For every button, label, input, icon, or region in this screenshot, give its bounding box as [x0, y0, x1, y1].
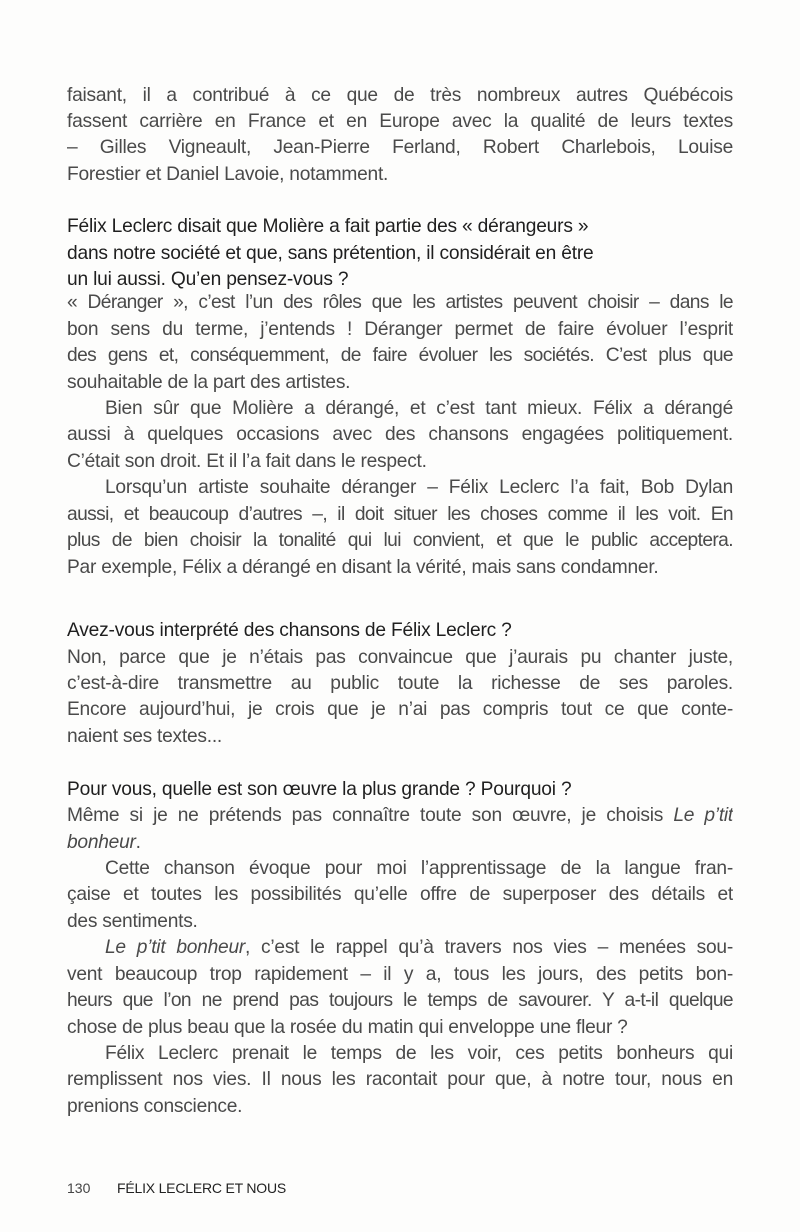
running-title: FÉLIX LECLERC ET NOUS [117, 1180, 287, 1196]
question-heading: dans notre société et que, sans prétention, il considérait en être [67, 243, 594, 264]
body-line: naient ses textes... [67, 726, 222, 747]
body-line [105, 935, 733, 961]
question-heading: Avez-vous interprété des chansons de Félix Leclerc ? [67, 620, 512, 641]
body-line: « Déranger », c’est l’un des rôles que les artistes peuvent choisir – dans le [67, 292, 733, 313]
song-title: bonheur [67, 832, 136, 853]
page-number: 130 [67, 1180, 91, 1196]
body-line: çaise et toutes les possibilités qu’elle offre de superposer des détails et [67, 884, 733, 905]
body-line: faisant, il a contribué à ce que de très nombreux autres Québécois [67, 85, 733, 106]
body-line: fassent carrière en France et en Europe avec la qualité de leurs textes [67, 111, 733, 132]
body-text: , c’est le rappel qu’à travers nos vies – menées sou- [245, 937, 733, 958]
body-line: Encore aujourd’hui, je crois que je n’ai pas compris tout ce que conte- [67, 699, 733, 720]
body-line: heurs que l’on ne prend pas toujours le temps de savourer. Y a-t-il quelque [67, 990, 733, 1011]
body-line: bon sens du terme, j’entends ! Déranger permet de faire évoluer l’esprit [67, 319, 733, 340]
body-line [67, 830, 733, 856]
body-line: des sentiments. [67, 911, 198, 932]
body-line: aussi, et beaucoup d’autres –, il doit situer les choses comme il les voit. En [67, 504, 733, 525]
page-footer [67, 1178, 286, 1198]
body-line: c’est-à-dire transmettre au public toute la richesse de ses paroles. [67, 673, 733, 694]
song-title: Le p’tit [673, 805, 733, 826]
body-line: Forestier et Daniel Lavoie, notamment. [67, 164, 389, 185]
body-line: Bien sûr que Molière a dérangé, et c’est tant mieux. Félix a dérangé [105, 398, 733, 419]
body-line: C’était son droit. Et il l’a fait dans le respect. [67, 451, 427, 472]
body-line: prenions conscience. [67, 1096, 243, 1117]
body-text: . [135, 832, 141, 853]
body-line: aussi à quelques occasions avec des chansons engagées politiquement. [67, 424, 733, 445]
body-line: plus de bien choisir la tonalité qui lui convient, et que le public acceptera. [67, 530, 733, 551]
body-line: souhaitable de la part des artistes. [67, 372, 351, 393]
body-line: vent beaucoup trop rapidement – il y a, tous les jours, des petits bon- [67, 964, 733, 985]
body-line: Lorsqu’un artiste souhaite déranger – Félix Leclerc l’a fait, Bob Dylan [105, 477, 733, 498]
body-line [67, 803, 733, 829]
question-heading: un lui aussi. Qu’en pensez-vous ? [67, 269, 349, 290]
body-line: Non, parce que je n’étais pas convaincue que j’aurais pu chanter juste, [67, 647, 733, 668]
body-line: Félix Leclerc prenait le temps de les voir, ces petits bonheurs qui [105, 1043, 733, 1064]
body-text: Même si je ne prétends pas connaître toute son œuvre, je choisis [67, 805, 674, 826]
body-line: – Gilles Vigneault, Jean-Pierre Ferland, Robert Charlebois, Louise [67, 137, 733, 158]
song-title: Le p’tit bonheur [105, 937, 246, 958]
question-heading: Pour vous, quelle est son œuvre la plus grande ? Pourquoi ? [67, 779, 572, 800]
question-heading: Félix Leclerc disait que Molière a fait partie des « dérangeurs » [67, 216, 589, 237]
body-line: Cette chanson évoque pour moi l’apprentissage de la langue fran- [105, 858, 733, 879]
body-line: Par exemple, Félix a dérangé en disant la vérité, mais sans condamner. [67, 557, 659, 578]
body-line: des gens et, conséquemment, de faire évoluer les sociétés. C’est plus que [67, 345, 733, 366]
body-line: remplissent nos vies. Il nous les racontait pour que, à notre tour, nous en [67, 1069, 733, 1090]
body-line: chose de plus beau que la rosée du matin qui enveloppe une fleur ? [67, 1017, 628, 1038]
